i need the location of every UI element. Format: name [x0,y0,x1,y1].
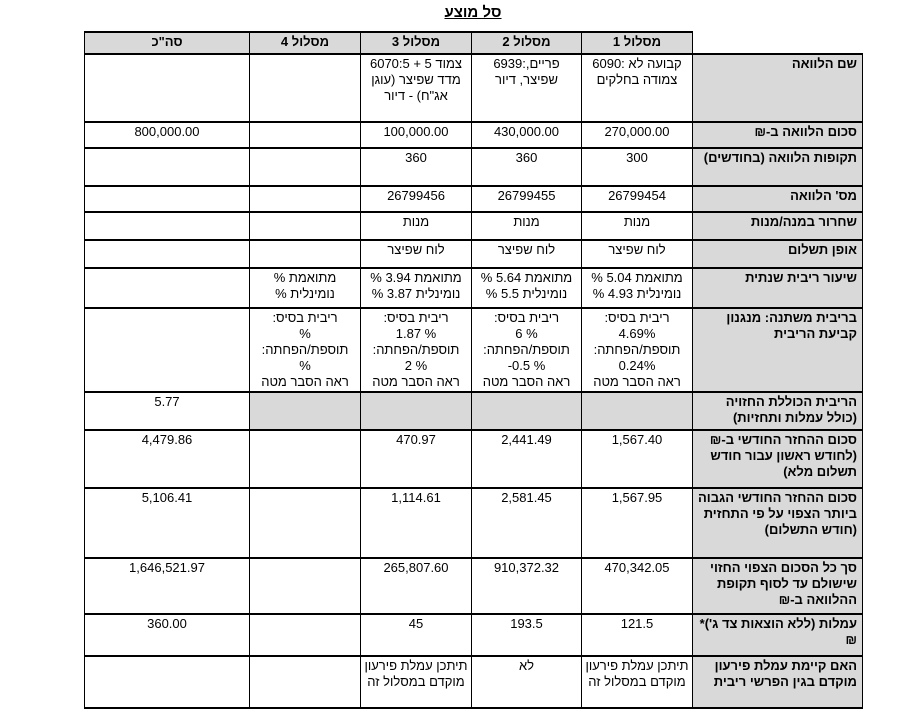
data-cell [361,54,472,122]
row-label: שיעור ריבית שנתית [693,268,863,308]
cell-line: 470,342.05 [604,560,670,575]
data-cell [250,212,361,240]
data-cell [582,656,693,708]
table-row [85,122,863,148]
table-row [85,308,863,392]
cell-line: נומינלית % [275,286,335,301]
cell-line: ריבית בסיס: [383,310,449,325]
data-cell [250,240,361,268]
cell-line: תוספת/הפחתה: [261,342,349,357]
cell-line: ראה הסבר מטה [593,374,681,389]
data-cell [582,240,693,268]
cell-line: 26799456 [387,188,445,203]
table-row [85,212,863,240]
data-cell [472,488,582,558]
cell-line: לוח שפיצר [387,242,445,257]
corner-cell [693,32,863,54]
cell-line: 5,106.41 [141,490,193,505]
data-cell [582,308,693,392]
cell-line: תיתכן עמלת פירעון מוקדם במסלול זה [364,658,468,689]
data-cell [361,186,472,212]
data-cell [472,558,582,614]
loan-comparison-table [84,31,863,709]
cell-line: 0.24% [618,358,656,373]
cell-line: 1,646,521.97 [129,560,205,575]
table-row [85,488,863,558]
cell-line: 2 % [404,358,428,373]
data-cell [582,148,693,186]
cell-line: לא [518,658,535,673]
table-row [85,186,863,212]
cell-line: מתואמת % [273,270,337,285]
data-cell [85,488,250,558]
table-row [85,614,863,656]
row-label: סכום ההחזר החודשי ב-₪ (לחודש ראשון עבור חודש תשלום מלא) [693,430,863,488]
cell-line: 6939:פריים, שפיצר, דיור [493,56,560,87]
data-cell [250,186,361,212]
data-cell [361,268,472,308]
data-cell [250,392,361,430]
data-cell [250,54,361,122]
column-header-2: מסלול 2 [472,32,582,54]
data-cell [85,430,250,488]
data-cell [582,268,693,308]
data-cell [472,212,582,240]
data-cell [361,122,472,148]
data-cell [85,212,250,240]
table-row [85,558,863,614]
table-row [85,430,863,488]
cell-line: תוספת/הפחתה: [372,342,460,357]
cell-line: 4.69% [618,326,656,341]
row-label: שם הלוואה [693,54,863,122]
table-row [85,392,863,430]
cell-line: ריבית בסיס: [604,310,670,325]
data-cell [361,558,472,614]
data-cell [250,488,361,558]
cell-line: 193.5 [510,616,543,631]
cell-line: 26799454 [608,188,666,203]
cell-line: % [299,326,311,341]
cell-line: 910,372.32 [493,560,560,575]
data-cell [85,186,250,212]
row-label: סכום ההחזר החודשי הגבוה ביותר הצפוי על פי התחזית (חודש התשלום) [693,488,863,558]
cell-line: ראה הסבר מטה [261,374,349,389]
data-cell [250,430,361,488]
data-cell [582,614,693,656]
data-cell [472,308,582,392]
data-cell [250,308,361,392]
data-cell [361,488,472,558]
data-cell [361,430,472,488]
data-cell [361,392,472,430]
cell-line: 1.87 % [395,326,437,341]
data-cell [582,430,693,488]
data-cell [250,656,361,708]
column-header-4: מסלול 4 [250,32,361,54]
row-label: תקופות הלוואה (בחודשים) [693,148,863,186]
data-cell [250,122,361,148]
column-header-1: מסלול 1 [582,32,693,54]
cell-line: 2,441.49 [501,432,552,447]
column-header-row [85,32,863,54]
data-cell [472,430,582,488]
row-label: מס' הלוואה [693,186,863,212]
cell-line: ראה הסבר מטה [482,374,571,389]
data-cell [472,54,582,122]
row-label: אופן תשלום [693,240,863,268]
data-cell [582,558,693,614]
cell-line: -0.5 % [507,358,546,373]
row-label: בריבית משתנה: מנגנון קביעת הריבית [693,308,863,392]
cell-line: 300 [626,150,648,165]
data-cell [472,392,582,430]
data-cell [472,240,582,268]
data-cell [85,268,250,308]
cell-line: לוח שפיצר [608,242,666,257]
data-cell [361,656,472,708]
cell-line: 360 [515,150,538,165]
data-cell [582,186,693,212]
cell-line: 100,000.00 [383,124,449,139]
cell-line: 1,114.61 [391,490,441,505]
table-row [85,240,863,268]
row-label: שחרור במנה/מנות [693,212,863,240]
table-row [85,268,863,308]
data-cell [85,392,250,430]
cell-line: ריבית בסיס: [272,310,338,325]
cell-line: 121.5 [620,616,654,631]
data-cell [582,54,693,122]
cell-line: תיתכן עמלת פירעון מוקדם במסלול זה [585,658,689,689]
data-cell [361,614,472,656]
data-cell [582,122,693,148]
cell-line: ראה הסבר מטה [372,374,460,389]
cell-line: תוספת/הפחתה: [593,342,681,357]
cell-line: לוח שפיצר [497,242,556,257]
cell-line: 360.00 [147,616,187,631]
data-cell [250,148,361,186]
data-cell [85,656,250,708]
cell-line: 270,000.00 [604,124,670,139]
data-cell [250,268,361,308]
data-cell [85,558,250,614]
cell-line: 265,807.60 [383,560,449,575]
cell-line: מתואמת 5.64 % [480,270,573,285]
data-cell [472,148,582,186]
cell-line: נומינלית 3.87 % [371,286,461,301]
data-cell [472,122,582,148]
data-cell [361,148,472,186]
data-cell [472,186,582,212]
cell-line: % [299,358,311,373]
row-label: סך כל הסכום הצפוי החזוי שישולם עד לסוף תקופת ההלוואה ב-₪ [693,558,863,614]
cell-line: תוספת/הפחתה: [483,342,570,357]
data-cell [472,656,582,708]
data-cell [85,308,250,392]
cell-line: 430,000.00 [493,124,560,139]
data-cell [582,212,693,240]
cell-line: 4,479.86 [141,432,193,447]
data-cell [85,122,250,148]
data-cell [361,212,472,240]
cell-line: נומינלית 4.93 % [592,286,682,301]
data-cell [85,240,250,268]
cell-line: 470.97 [396,432,436,447]
data-cell [85,148,250,186]
table-row [85,656,863,708]
data-cell [582,392,693,430]
data-cell [361,240,472,268]
cell-line: נומינלית 5.5 % [485,286,568,301]
cell-line: 6 % [515,326,538,341]
cell-line: 6070:5 + 5 צמוד מדד שפיצר (עוגן אג"ח) - דיור [369,56,463,103]
cell-line: 800,000.00 [134,124,200,139]
data-cell [361,308,472,392]
cell-line: מנות [402,214,430,229]
row-label: עמלות (ללא הוצאות צד ג')* ₪ [693,614,863,656]
data-cell [85,54,250,122]
cell-line: מתואמת 3.94 % [370,270,462,285]
table-row [85,54,863,122]
cell-line: מתואמת 5.04 % [591,270,683,285]
data-cell [582,488,693,558]
page-title: סל מוצע [444,4,502,21]
cell-line: 5.77 [154,394,180,409]
row-label: סכום הלוואה ב-₪ [693,122,863,148]
cell-line: 1,567.95 [611,490,663,505]
cell-line: 1,567.40 [611,432,663,447]
cell-line: 26799455 [497,188,556,203]
cell-line: 2,581.45 [501,490,552,505]
row-label: האם קיימת עמלת פירעון מוקדם בגין הפרשי ריבית [693,656,863,708]
cell-line: 6090: קבועה לא צמודה בחלקים [592,56,682,87]
data-cell [472,268,582,308]
data-cell [472,614,582,656]
row-label: הריבית הכוללת החזויה (כולל עמלות ותחזיות) [693,392,863,430]
data-cell [250,614,361,656]
column-header-5: סה"כ [85,32,250,54]
cell-line: 360 [405,150,427,165]
column-header-3: מסלול 3 [361,32,472,54]
cell-line: מנות [623,214,651,229]
cell-line: ריבית בסיס: [493,310,560,325]
data-cell [250,558,361,614]
cell-line: 45 [408,616,424,631]
cell-line: מנות [513,214,540,229]
data-cell [85,614,250,656]
table-row [85,148,863,186]
